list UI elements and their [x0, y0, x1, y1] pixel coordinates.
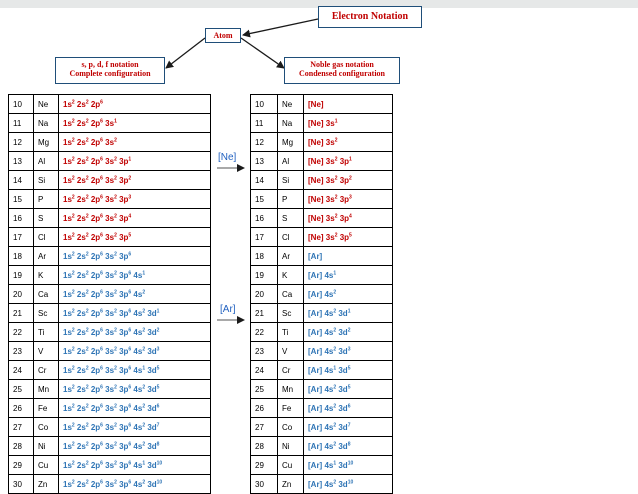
- complete-configuration-box: [55, 57, 165, 84]
- complete-config-row: [9, 399, 211, 418]
- complete-config-row: [9, 285, 211, 304]
- condensed-config-row: [251, 114, 393, 133]
- electron-configuration: $1s^2$ $2s^2$ $2p^6$ $3s^2$ $3p^6$ $4s^2$ $3d^8$: [59, 437, 211, 456]
- element-symbol: Fe: [34, 399, 59, 418]
- element-symbol: Mg: [278, 133, 304, 152]
- element-symbol: Sc: [34, 304, 59, 323]
- atomic-number: 13: [251, 152, 278, 171]
- element-symbol: K: [34, 266, 59, 285]
- electron-configuration: [Ar] $4s^2$ $3d^7$: [304, 418, 393, 437]
- condensed-config-row: [251, 456, 393, 475]
- electron-configuration: [Ar] $4s^2$ $3d^1$: [304, 304, 393, 323]
- spdf-title: s, p, d, f notation: [81, 60, 139, 69]
- condensed-config-row: [251, 171, 393, 190]
- atom-label: Atom: [213, 31, 233, 40]
- atomic-number: 30: [251, 475, 278, 494]
- element-symbol: Al: [278, 152, 304, 171]
- element-symbol: V: [278, 342, 304, 361]
- argon-core-label: [Ar]: [220, 304, 236, 315]
- complete-config-row: [9, 95, 211, 114]
- electron-configuration: [Ar] $4s^2$ $3d^5$: [304, 380, 393, 399]
- arrow-atom-to-noble: [241, 38, 284, 68]
- element-symbol: Cu: [34, 456, 59, 475]
- electron-configuration: [Ne] $3s^2$ $3p^1$: [304, 152, 393, 171]
- condensed-config-row: [251, 304, 393, 323]
- atom-box: [205, 28, 241, 43]
- atomic-number: 21: [251, 304, 278, 323]
- element-symbol: Ne: [278, 95, 304, 114]
- arrow-electron-to-atom: [243, 19, 318, 35]
- condensed-config-row: [251, 418, 393, 437]
- atomic-number: 13: [9, 152, 34, 171]
- element-symbol: Si: [34, 171, 59, 190]
- electron-configuration: $1s^2$ $2s^2$ $2p^6$ $3s^2$ $3p^6$ $4s^2$: [59, 285, 211, 304]
- atomic-number: 18: [251, 247, 278, 266]
- atomic-number: 24: [251, 361, 278, 380]
- electron-notation-box: [318, 6, 422, 28]
- complete-config-row: [9, 152, 211, 171]
- atomic-number: 22: [9, 323, 34, 342]
- element-symbol: Co: [278, 418, 304, 437]
- complete-config-row: [9, 475, 211, 494]
- electron-configuration: $1s^2$ $2s^2$ $2p^6$ $3s^2$ $3p^6$ $4s^2$ $3d^7$: [59, 418, 211, 437]
- complete-config-row: [9, 456, 211, 475]
- electron-configuration: $1s^2$ $2s^2$ $2p^6$ $3s^2$ $3p^1$: [59, 152, 211, 171]
- atomic-number: 25: [251, 380, 278, 399]
- condensed-config-row: [251, 228, 393, 247]
- element-symbol: Ti: [278, 323, 304, 342]
- electron-configuration: $1s^2$ $2s^2$ $2p^6$ $3s^2$ $3p^6$ $4s^2$ $3d^1$: [59, 304, 211, 323]
- atomic-number: 14: [251, 171, 278, 190]
- atomic-number: 26: [9, 399, 34, 418]
- atomic-number: 22: [251, 323, 278, 342]
- atomic-number: 25: [9, 380, 34, 399]
- element-symbol: Cl: [278, 228, 304, 247]
- atomic-number: 28: [9, 437, 34, 456]
- condensed-config-row: [251, 133, 393, 152]
- atomic-number: 23: [9, 342, 34, 361]
- element-symbol: Cu: [278, 456, 304, 475]
- condensed-config-row: [251, 342, 393, 361]
- electron-configuration: $1s^2$ $2s^2$ $2p^6$ $3s^2$ $3p^6$ $4s^1$ $3d^5$: [59, 361, 211, 380]
- atomic-number: 30: [9, 475, 34, 494]
- electron-configuration: [Ne] $3s^2$ $3p^4$: [304, 209, 393, 228]
- element-symbol: Cr: [34, 361, 59, 380]
- complete-config-row: [9, 266, 211, 285]
- element-symbol: Zn: [34, 475, 59, 494]
- condensed-configuration-table: [250, 94, 393, 494]
- complete-config-row: [9, 247, 211, 266]
- element-symbol: Ar: [278, 247, 304, 266]
- condensed-config-row: [251, 285, 393, 304]
- atomic-number: 17: [9, 228, 34, 247]
- electron-configuration: [Ar] $4s^2$: [304, 285, 393, 304]
- electron-configuration: $1s^2$ $2s^2$ $2p^6$ $3s^2$ $3p^6$: [59, 247, 211, 266]
- atomic-number: 15: [251, 190, 278, 209]
- condensed-config-row: [251, 247, 393, 266]
- atomic-number: 18: [9, 247, 34, 266]
- condensed-config-row: [251, 152, 393, 171]
- complete-config-row: [9, 323, 211, 342]
- electron-configuration: $1s^2$ $2s^2$ $2p^6$ $3s^2$ $3p^3$: [59, 190, 211, 209]
- element-symbol: Si: [278, 171, 304, 190]
- complete-config-row: [9, 190, 211, 209]
- element-symbol: K: [278, 266, 304, 285]
- condensed-config-row: [251, 380, 393, 399]
- electron-configuration: [Ne] $3s^2$ $3p^3$: [304, 190, 393, 209]
- element-symbol: Co: [34, 418, 59, 437]
- atomic-number: 27: [251, 418, 278, 437]
- atomic-number: 11: [251, 114, 278, 133]
- atomic-number: 23: [251, 342, 278, 361]
- element-symbol: V: [34, 342, 59, 361]
- element-symbol: P: [34, 190, 59, 209]
- condensed-config-row: [251, 361, 393, 380]
- electron-configuration: $1s^2$ $2s^2$ $2p^6$ $3s^2$ $3p^6$ $4s^1$ $3d^{10}$: [59, 456, 211, 475]
- electron-configuration: $1s^2$ $2s^2$ $2p^6$ $3s^2$ $3p^4$: [59, 209, 211, 228]
- element-symbol: Mn: [34, 380, 59, 399]
- arrow-atom-to-spdf: [166, 38, 205, 68]
- atomic-number: 16: [9, 209, 34, 228]
- condensed-config-row: [251, 437, 393, 456]
- condensed-config-row: [251, 190, 393, 209]
- element-symbol: S: [278, 209, 304, 228]
- atomic-number: 24: [9, 361, 34, 380]
- atomic-number: 16: [251, 209, 278, 228]
- electron-notation-label: Electron Notation: [331, 11, 409, 22]
- complete-config-row: [9, 342, 211, 361]
- electron-configuration: $1s^2$ $2s^2$ $2p^6$ $3s^2$ $3p^6$ $4s^2$ $3d^{10}$: [59, 475, 211, 494]
- atomic-number: 28: [251, 437, 278, 456]
- electron-configuration: [Ar] $4s^2$ $3d^8$: [304, 437, 393, 456]
- condensed-config-row: [251, 399, 393, 418]
- electron-configuration: [Ar] $4s^2$ $3d^{10}$: [304, 475, 393, 494]
- condensed-config-row: [251, 475, 393, 494]
- electron-configuration: [Ne] $3s^2$ $3p^5$: [304, 228, 393, 247]
- element-symbol: Ar: [34, 247, 59, 266]
- atomic-number: 14: [9, 171, 34, 190]
- complete-config-row: [9, 133, 211, 152]
- atomic-number: 27: [9, 418, 34, 437]
- atomic-number: 19: [9, 266, 34, 285]
- atomic-number: 12: [251, 133, 278, 152]
- condensed-config-row: [251, 209, 393, 228]
- element-symbol: Al: [34, 152, 59, 171]
- electron-configuration: $1s^2$ $2s^2$ $2p^6$ $3s^1$: [59, 114, 211, 133]
- electron-configuration: [Ne]: [304, 95, 393, 114]
- electron-configuration: $1s^2$ $2s^2$ $2p^6$ $3s^2$ $3p^2$: [59, 171, 211, 190]
- element-symbol: Na: [278, 114, 304, 133]
- complete-config-row: [9, 418, 211, 437]
- complete-configuration-table: [8, 94, 211, 494]
- electron-configuration: [Ar] $4s^1$ $3d^{10}$: [304, 456, 393, 475]
- element-symbol: Ni: [278, 437, 304, 456]
- element-symbol: P: [278, 190, 304, 209]
- condensed-configuration-box: [284, 57, 400, 84]
- element-symbol: Mn: [278, 380, 304, 399]
- condensed-config-row: [251, 323, 393, 342]
- complete-config-row: [9, 304, 211, 323]
- element-symbol: Mg: [34, 133, 59, 152]
- atomic-number: 29: [9, 456, 34, 475]
- electron-configuration: $1s^2$ $2s^2$ $2p^6$ $3s^2$ $3p^6$ $4s^2$ $3d^2$: [59, 323, 211, 342]
- atomic-number: 20: [9, 285, 34, 304]
- electron-configuration: $1s^2$ $2s^2$ $2p^6$: [59, 95, 211, 114]
- electron-configuration: [Ar]: [304, 247, 393, 266]
- noble-subtitle: Condensed configuration: [298, 69, 385, 79]
- element-symbol: Zn: [278, 475, 304, 494]
- electron-configuration: $1s^2$ $2s^2$ $2p^6$ $3s^2$ $3p^6$ $4s^2$ $3d^6$: [59, 399, 211, 418]
- atomic-number: 29: [251, 456, 278, 475]
- electron-configuration: [Ar] $4s^1$: [304, 266, 393, 285]
- element-symbol: S: [34, 209, 59, 228]
- element-symbol: Fe: [278, 399, 304, 418]
- complete-config-row: [9, 171, 211, 190]
- electron-configuration: $1s^2$ $2s^2$ $2p^6$ $3s^2$: [59, 133, 211, 152]
- condensed-config-row: [251, 266, 393, 285]
- atomic-number: 26: [251, 399, 278, 418]
- complete-config-row: [9, 361, 211, 380]
- electron-configuration: [Ne] $3s^2$ $3p^2$: [304, 171, 393, 190]
- atomic-number: 19: [251, 266, 278, 285]
- atomic-number: 11: [9, 114, 34, 133]
- element-symbol: Ni: [34, 437, 59, 456]
- atomic-number: 15: [9, 190, 34, 209]
- neon-core-label: [Ne]: [218, 152, 237, 163]
- atomic-number: 12: [9, 133, 34, 152]
- element-symbol: Sc: [278, 304, 304, 323]
- electron-configuration: $1s^2$ $2s^2$ $2p^6$ $3s^2$ $3p^5$: [59, 228, 211, 247]
- electron-configuration: [Ar] $4s^2$ $3d^3$: [304, 342, 393, 361]
- spdf-subtitle: Complete configuration: [69, 69, 151, 79]
- condensed-config-row: [251, 95, 393, 114]
- electron-configuration: $1s^2$ $2s^2$ $2p^6$ $3s^2$ $3p^6$ $4s^1$: [59, 266, 211, 285]
- electron-configuration: $1s^2$ $2s^2$ $2p^6$ $3s^2$ $3p^6$ $4s^2$ $3d^5$: [59, 380, 211, 399]
- element-symbol: Ne: [34, 95, 59, 114]
- element-symbol: Ti: [34, 323, 59, 342]
- electron-configuration: [Ne] $3s^2$: [304, 133, 393, 152]
- element-symbol: Cr: [278, 361, 304, 380]
- atomic-number: 20: [251, 285, 278, 304]
- complete-config-row: [9, 114, 211, 133]
- complete-config-row: [9, 437, 211, 456]
- complete-config-row: [9, 380, 211, 399]
- atomic-number: 17: [251, 228, 278, 247]
- atomic-number: 21: [9, 304, 34, 323]
- complete-config-row: [9, 209, 211, 228]
- electron-configuration: [Ne] $3s^1$: [304, 114, 393, 133]
- complete-config-row: [9, 228, 211, 247]
- element-symbol: Cl: [34, 228, 59, 247]
- electron-configuration: [Ar] $4s^2$ $3d^2$: [304, 323, 393, 342]
- noble-title: Noble gas notation: [310, 60, 374, 69]
- atomic-number: 10: [251, 95, 278, 114]
- electron-configuration: [Ar] $4s^2$ $3d^6$: [304, 399, 393, 418]
- atomic-number: 10: [9, 95, 34, 114]
- element-symbol: Ca: [34, 285, 59, 304]
- element-symbol: Ca: [278, 285, 304, 304]
- electron-configuration: $1s^2$ $2s^2$ $2p^6$ $3s^2$ $3p^6$ $4s^2$ $3d^3$: [59, 342, 211, 361]
- electron-configuration: [Ar] $4s^1$ $3d^5$: [304, 361, 393, 380]
- element-symbol: Na: [34, 114, 59, 133]
